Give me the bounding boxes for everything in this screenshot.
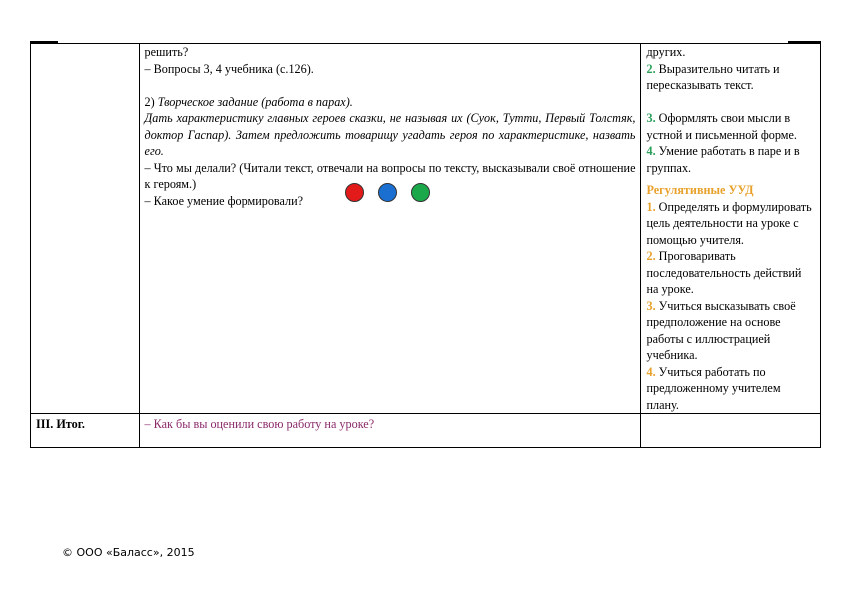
uud-item: 3. Оформлять свои мысли в устной и письменной форме.	[646, 111, 797, 142]
question-line: – Что мы делали? (Читали текст, отвечали на вопросы по тексту, высказывали своё отношение к героям.)	[144, 160, 636, 191]
stage-cell	[31, 44, 140, 414]
copyright-footer: © ООО «Баласс», 2015	[62, 546, 195, 559]
color-dots	[345, 183, 430, 202]
empty-cell	[641, 414, 821, 448]
summary-question: – Как бы вы оценили свою работу на уроке?	[139, 414, 641, 448]
uud-cell	[641, 44, 821, 414]
regulative-heading: Регулятивные УУД	[646, 183, 754, 197]
content-line: решить?	[144, 45, 189, 59]
question-line: – Какое умение формировали?	[145, 193, 636, 210]
uud-item: 1. Определять и формулировать цель деятельности на уроке с помощью учителя.	[646, 199, 812, 247]
table-row	[31, 44, 821, 414]
stage-title: III. Итог.	[31, 414, 140, 448]
uud-item: 4. Умение работать в паре и в группах.	[646, 144, 800, 175]
uud-line: других.	[646, 45, 686, 59]
content-cell	[139, 44, 641, 414]
task-heading: 2) Творческое задание (работа в парах).	[144, 94, 353, 109]
table-row	[31, 414, 821, 448]
lesson-table	[30, 43, 821, 448]
uud-item: 2. Проговаривать последовательность действий на уроке.	[646, 249, 802, 296]
green-dot-icon	[411, 183, 430, 202]
content-line: – Вопросы 3, 4 учебника (с.126).	[144, 61, 314, 76]
blue-dot-icon	[378, 183, 397, 202]
task-text: Дать характеристику главных героев сказки, не называя их (Суок, Тутти, Первый Толстяк, доктор Гаспар). Затем предложить товарищу угадать героя по характеристике, назвать его.	[144, 111, 636, 158]
red-dot-icon	[345, 183, 364, 202]
uud-item: 4. Учиться работать по предложенному учителем плану.	[646, 364, 781, 412]
uud-item: 2. Выразительно читать и пересказывать текст.	[646, 61, 780, 92]
uud-item: 3. Учиться высказывать своё предположение на основе работы с иллюстрацией учебника.	[646, 298, 796, 362]
